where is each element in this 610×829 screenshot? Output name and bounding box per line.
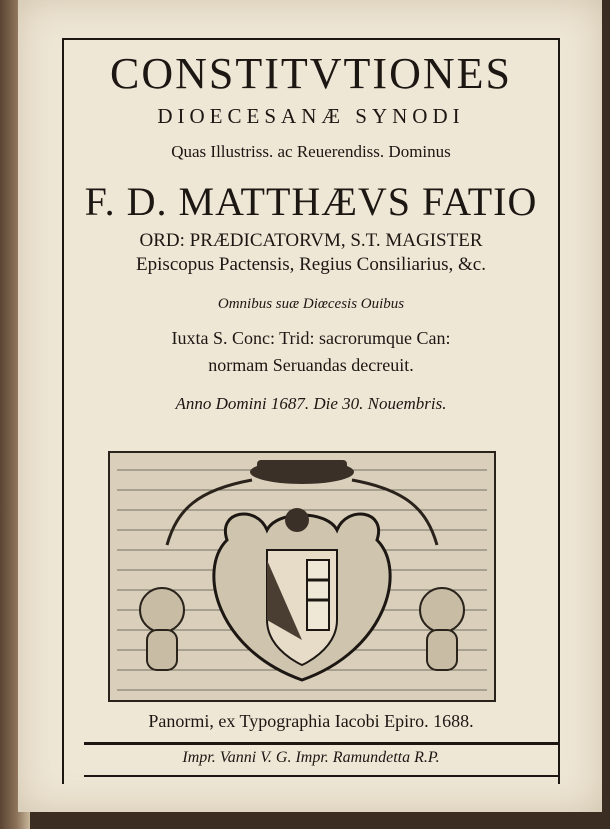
- order-line: ORD: PRÆDICATORVM, S.T. MAGISTER: [139, 230, 483, 251]
- date-line: Anno Domini 1687. Die 30. Nouembris.: [175, 394, 447, 413]
- coat-of-arms-engraving-icon: [107, 450, 497, 703]
- episcopal-title: Episcopus Pactensis, Regius Consiliarius, &c.: [136, 254, 486, 275]
- bottom-rule-lower: [84, 775, 558, 777]
- decree-line: normam Seruandas decreuit.: [208, 355, 414, 375]
- diocese-line: Omnibus suæ Diœcesis Ouibus: [217, 296, 405, 312]
- council-line: Iuxta S. Conc: Trid: sacrorumque Can:: [171, 328, 451, 348]
- dedication-line: Quas Illustriss. ac Reuerendiss. Dominus: [171, 142, 451, 161]
- main-title: CONSTITVTIONES: [110, 49, 512, 98]
- imprimatur-line: Impr. Vanni V. G. Impr. Ramundetta R.P.: [182, 749, 440, 766]
- imprint-line: Panormi, ex Typographia Iacobi Epiro. 1688.: [148, 711, 474, 731]
- bishop-name: F. D. MATTHÆVS FATIO: [84, 179, 538, 224]
- subtitle: DIOECESANÆ SYNODI: [157, 104, 465, 128]
- top-rule: [62, 38, 560, 40]
- bottom-rule-upper: [84, 742, 558, 745]
